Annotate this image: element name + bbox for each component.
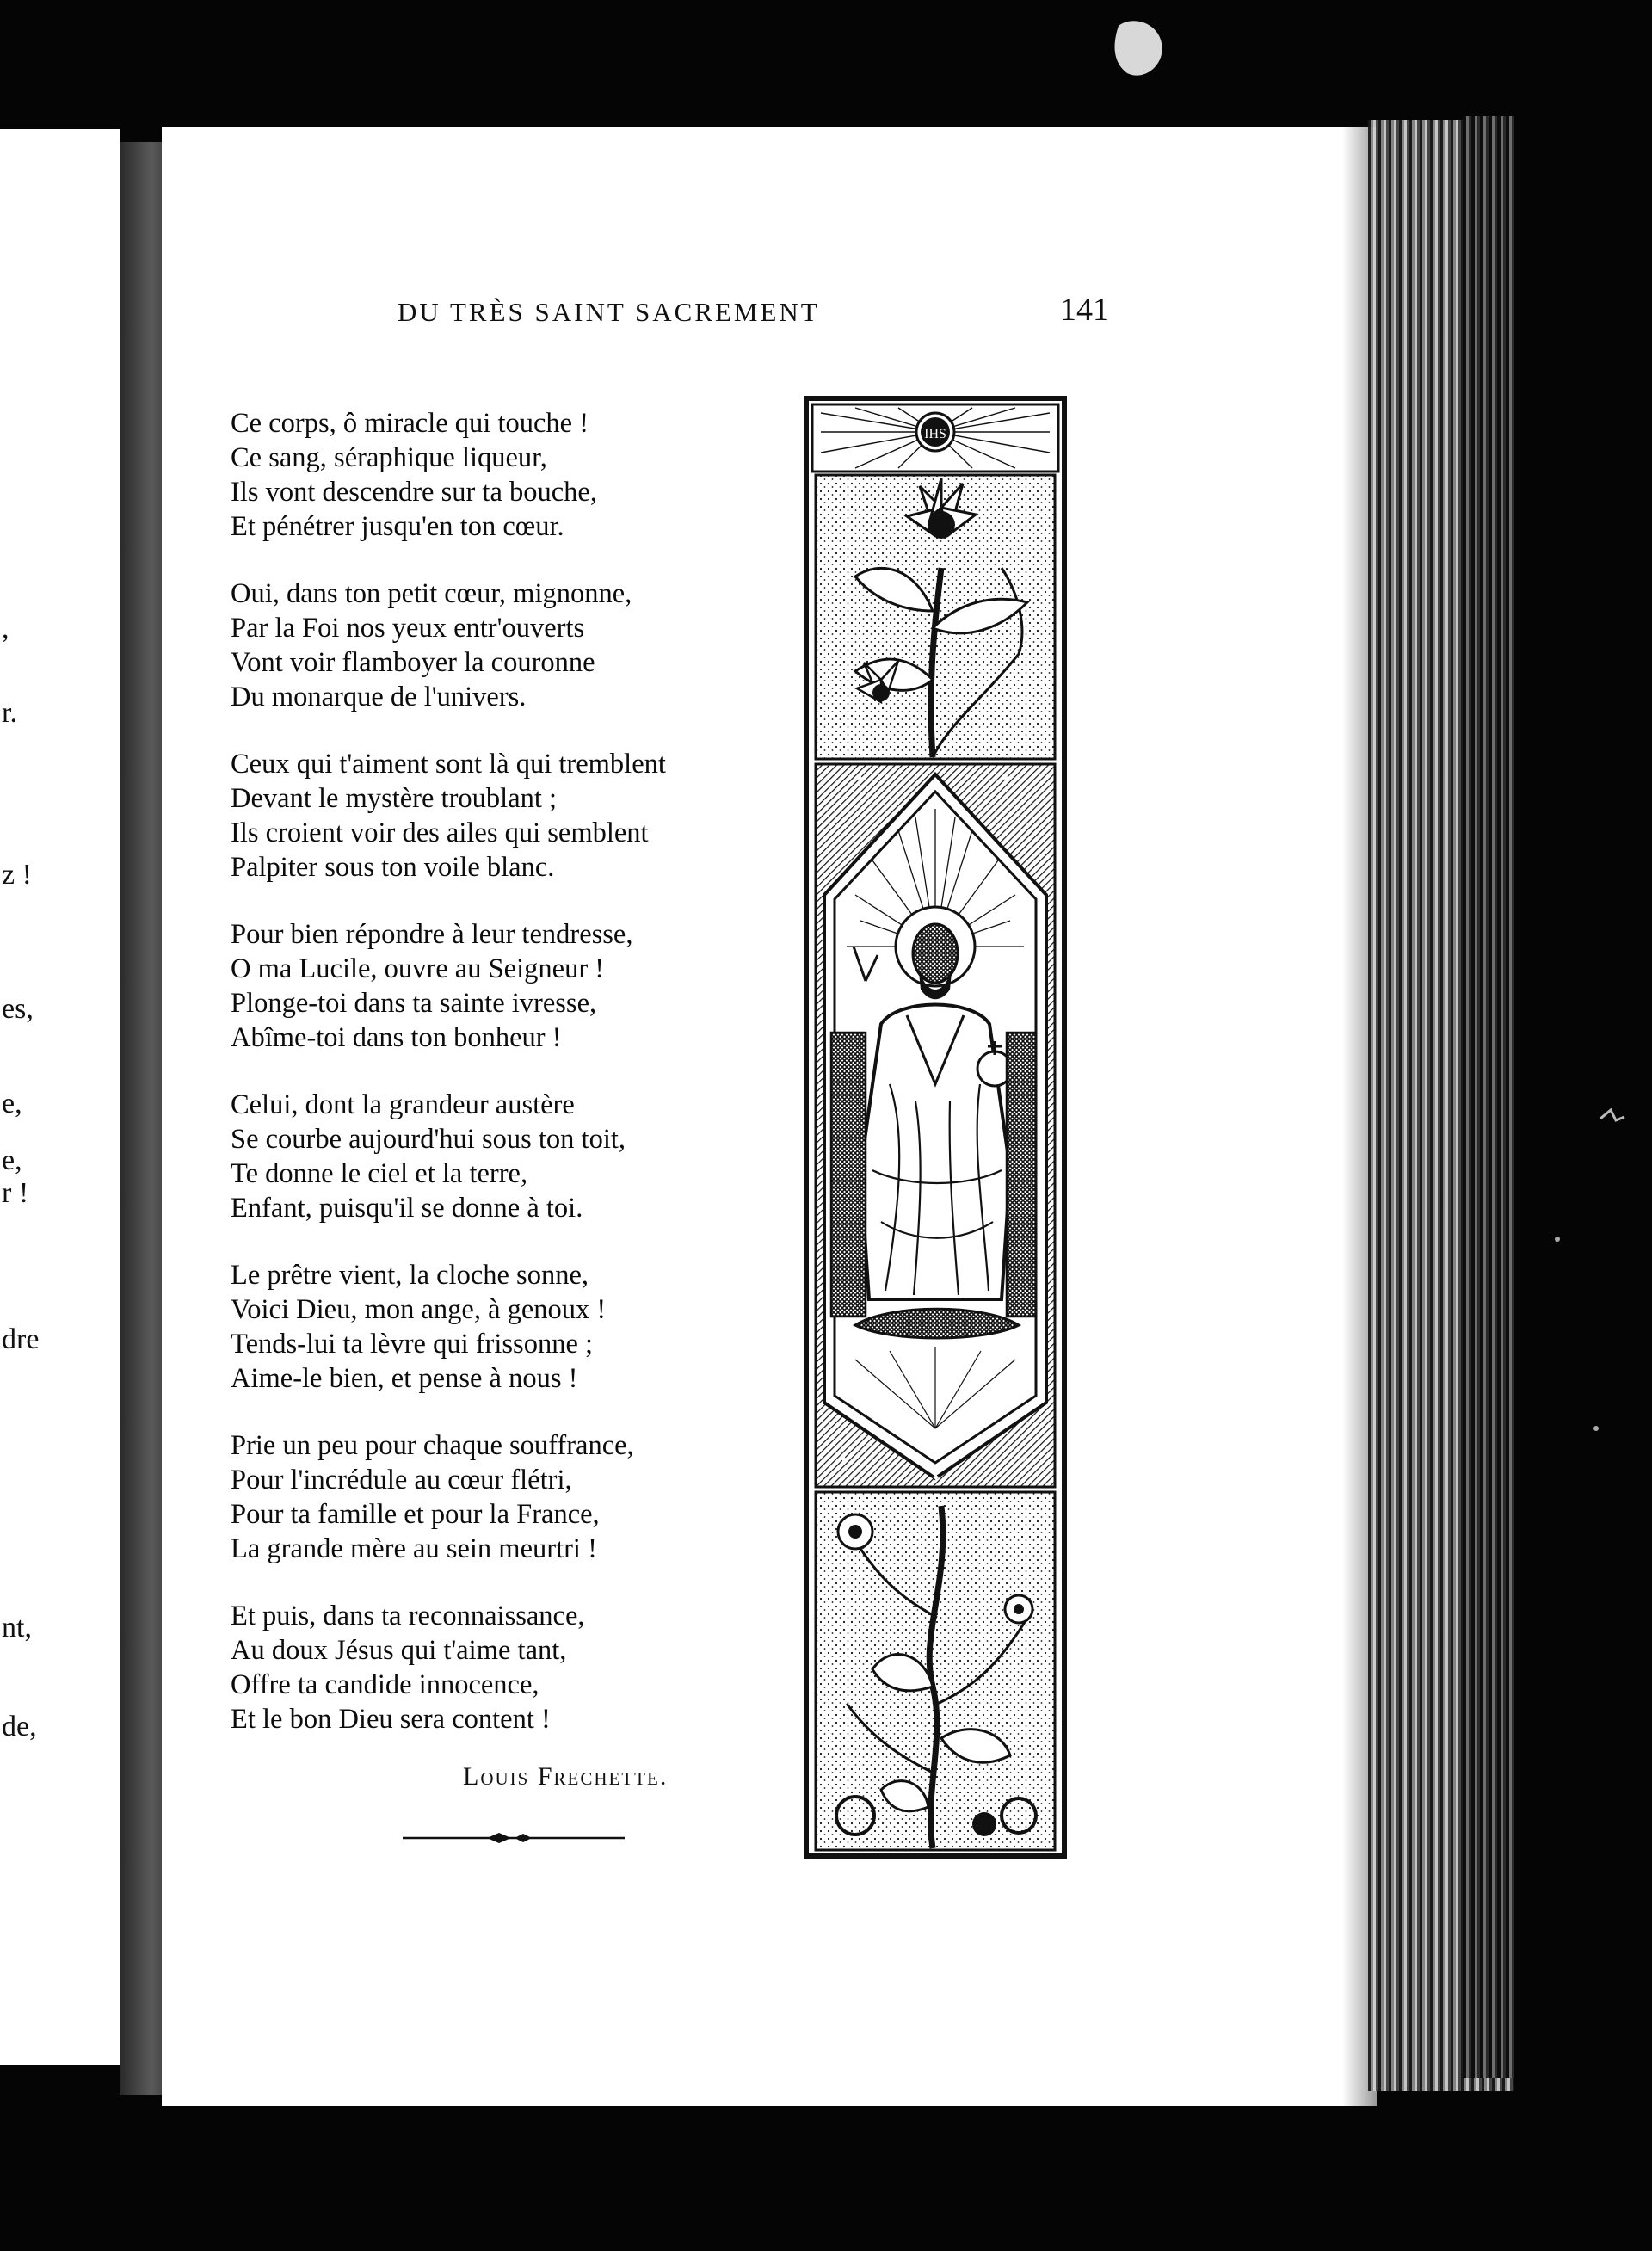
- verse-line: Se courbe aujourd'hui sous ton toit,: [231, 1124, 626, 1155]
- verse-line: Palpiter sous ton voile blanc.: [231, 852, 555, 883]
- verse-line: Pour l'incrédule au cœur flétri,: [231, 1465, 572, 1496]
- verse-line: Enfant, puisqu'il se donne à toi.: [231, 1193, 583, 1224]
- left-page-text: nt,: [2, 1612, 32, 1644]
- verse-line: Par la Foi nos yeux entr'ouverts: [231, 613, 585, 644]
- left-page-text: z !: [2, 859, 32, 891]
- verse-line: Devant le mystère troublant ;: [231, 783, 558, 814]
- left-page-text: de,: [2, 1711, 37, 1742]
- verse-line: Et puis, dans ta reconnaissance,: [231, 1600, 585, 1631]
- left-page-text: r !: [2, 1177, 29, 1209]
- page-number: 141: [1060, 292, 1109, 328]
- svg-text:✦: ✦: [931, 1471, 941, 1485]
- left-page-text: ,: [2, 613, 9, 644]
- verse-line: La grande mère au sein meurtri !: [231, 1533, 597, 1564]
- verse-line: Oui, dans ton petit cœur, mignonne,: [231, 578, 632, 609]
- svg-text:✦: ✦: [1002, 773, 1012, 786]
- verse-line: Pour bien répondre à leur tendresse,: [231, 919, 633, 950]
- verse-line: Le prêtre vient, la cloche sonne,: [231, 1260, 589, 1291]
- verse-line: Ce corps, ô miracle qui touche !: [231, 408, 589, 439]
- verse-line: Ce sang, séraphique liqueur,: [231, 442, 547, 473]
- left-page-text: es,: [2, 993, 34, 1025]
- verse-line: Tends-lui ta lèvre qui frissonne ;: [231, 1329, 594, 1360]
- verse-line: Ils croient voir des ailes qui semblent: [231, 817, 649, 848]
- verse-line: Aime-le bien, et pense à nous !: [231, 1363, 578, 1394]
- verse-line: Offre ta candide innocence,: [231, 1669, 539, 1700]
- verse-line: Abîme-toi dans ton bonheur !: [231, 1022, 562, 1053]
- verse-line: Te donne le ciel et la terre,: [231, 1158, 528, 1189]
- verse-line: Vont voir flamboyer la couronne: [231, 647, 595, 678]
- verse-line: Plonge-toi dans ta sainte ivresse,: [231, 988, 597, 1019]
- left-page-text: e,: [2, 1144, 22, 1176]
- author-signature: Louis Frechette.: [463, 1762, 669, 1791]
- verse-line: Et pénétrer jusqu'en ton cœur.: [231, 511, 564, 542]
- left-page-text: dre: [2, 1323, 40, 1355]
- verse-line: Voici Dieu, mon ange, à genoux !: [231, 1294, 607, 1325]
- verse-line: Au doux Jésus qui t'aime tant,: [231, 1635, 567, 1666]
- verse-line: Pour ta famille et pour la France,: [231, 1499, 600, 1530]
- verse-line: Prie un peu pour chaque souffrance,: [231, 1430, 634, 1461]
- running-title: DU TRÈS SAINT SACREMENT: [398, 297, 820, 327]
- ihs-monogram: IHS: [924, 427, 946, 441]
- left-page-text: r.: [2, 697, 17, 729]
- verse-line: O ma Lucile, ouvre au Seigneur !: [231, 953, 605, 984]
- verse-line: Celui, dont la grandeur austère: [231, 1089, 575, 1120]
- verse-line: Du monarque de l'univers.: [231, 681, 527, 712]
- svg-text:✦: ✦: [1019, 1452, 1029, 1466]
- svg-text:✦: ✦: [855, 773, 866, 786]
- verse-line: Ceux qui t'aiment sont là qui tremblent: [231, 749, 666, 780]
- svg-text:✦: ✦: [838, 1452, 848, 1466]
- left-page-text: e,: [2, 1088, 22, 1119]
- verse-line: Ils vont descendre sur ta bouche,: [231, 477, 597, 508]
- verse-line: Et le bon Dieu sera content !: [231, 1704, 551, 1735]
